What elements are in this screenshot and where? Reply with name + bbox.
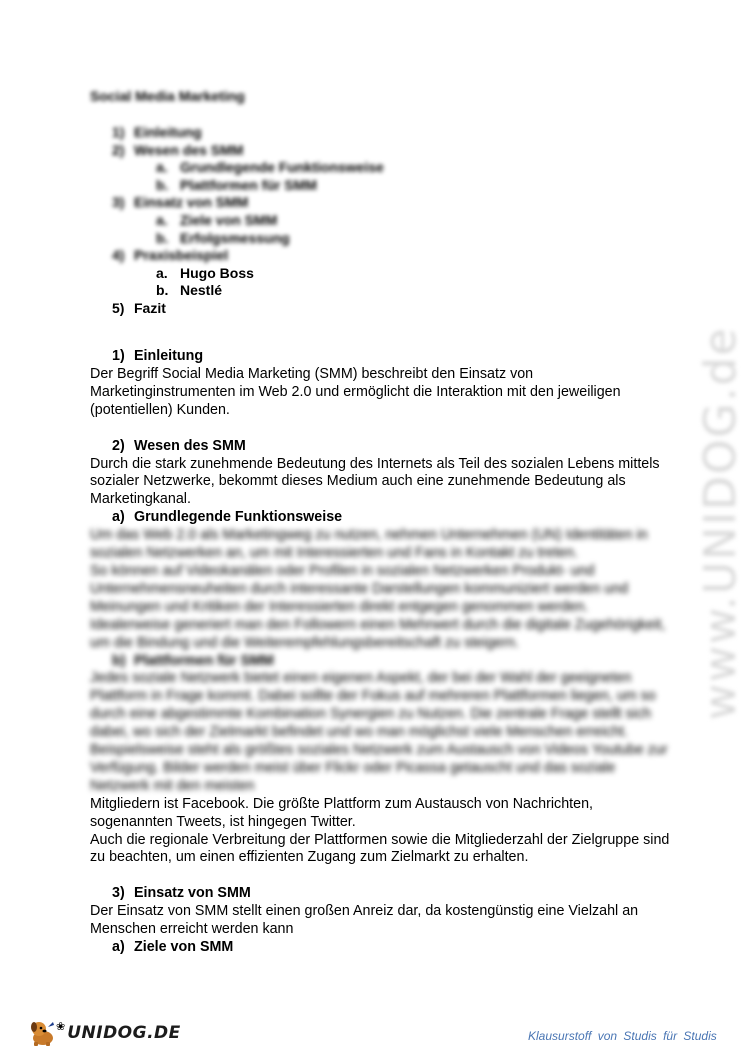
toc-item bbox=[112, 124, 384, 142]
toc-subitem-label: Nestlé bbox=[180, 282, 223, 299]
paragraph: Der Einsatz von SMM stellt einen großen Anreiz dar, da kostengünstig eine Vielzahl an Menschen erreicht werden kann bbox=[90, 903, 639, 938]
table-of-contents bbox=[112, 124, 384, 318]
paw-icon: ❀ bbox=[56, 1020, 66, 1033]
subsection-title: Ziele von SMM bbox=[134, 939, 234, 956]
section-title: Einsatz von SMM bbox=[134, 885, 251, 902]
toc-item-number: 5) bbox=[112, 299, 125, 316]
toc-subitem-number: a. bbox=[156, 264, 168, 281]
toc-subitem-number: b. bbox=[156, 282, 169, 299]
paragraph: Mitgliedern ist Facebook. Die größte Plattform zum Austausch von Nachrichten, sogenannten Tweets, ist hingegen Twitter. bbox=[90, 795, 593, 830]
subsection-title: Grundlegende Funktionsweise bbox=[134, 509, 343, 526]
toc-subitem-label: Plattformen für SMM bbox=[180, 176, 317, 193]
toc-item-number: 2) bbox=[112, 141, 125, 158]
paragraph-blurred: Jedes soziale Netzwerk bietet einen eigenen Aspekt, der bei der Wahl der geeigneten Plattform in Frage kommt. Dabei sollte der Fokus auf mehreren Plattformen liegen, um so durch eine abgestimmte Kombination Synergien zu Nutzen. Die zentrale Frage stellt sich dabei, wo sich der Zielmarkt befindet und wo man möglichst viele Menschen erreicht. Beispielsweise steht als größtes soziales Netzwerk zum Austausch von Videos Youtube zur Verfügung. Bilder werden meist über Flickr oder Picassa getauscht und das soziale Netzwerk mit den meisten bbox=[90, 670, 668, 794]
document-body bbox=[90, 348, 670, 957]
section-title: Einleitung bbox=[134, 348, 204, 364]
toc-subitem-label: Hugo Boss bbox=[180, 264, 254, 281]
subsection-title: Plattformen für SMM bbox=[134, 652, 274, 669]
toc-subitem bbox=[112, 212, 384, 230]
subsection-heading bbox=[90, 653, 670, 671]
subsection-number: b) bbox=[112, 652, 126, 669]
subsection-number: a) bbox=[112, 939, 125, 956]
paragraph-blurred: So können auf Videokanälen oder Profilen in sozialen Netzwerken Produkt- und Unternehmensneuheiten durch interessante Darstellungen kommuniziert werden und Meinungen und Kritiken der Interessierten direkt entgegen genommen werden. Idealerweise generiert man den Followern einen Mehrwert durch die digitale Zugehörigkeit, um die Bindung und die Weiterempfehlungsbereitschaft zu steigern. bbox=[90, 562, 666, 651]
section-number: 2) bbox=[112, 437, 125, 454]
toc-item-number: 3) bbox=[112, 194, 125, 211]
section-title: Wesen des SMM bbox=[134, 437, 246, 454]
section-heading bbox=[90, 885, 670, 903]
section-heading bbox=[90, 438, 670, 456]
footer-tagline: Klausurstoff von Studis für Studis bbox=[528, 1029, 717, 1043]
subsection-heading bbox=[90, 939, 670, 957]
paragraph: Durch die stark zunehmende Bedeutung des Internets als Teil des sozialen Lebens mittels sozialer Netzwerke, bekommt dieses Medium auch eine zunehmende Bedeutung als Marketingkanal. bbox=[90, 455, 660, 508]
toc-subitem-number: a. bbox=[156, 159, 168, 176]
toc-item-label: Wesen des SMM bbox=[134, 141, 244, 158]
toc-subitem-number: a. bbox=[156, 211, 168, 228]
toc-subitem-number: b. bbox=[156, 229, 169, 246]
watermark-text: www.UNIDOG.de bbox=[695, 326, 746, 720]
toc-item-number: 1) bbox=[112, 124, 125, 140]
paragraph-blurred: Um das Web 2.0 als Marketingweg zu nutzen, nehmen Unternehmen (UN) Identitäten in sozialen Netzwerken an, um mit Interessierten und Fans in Kontakt zu treten. bbox=[90, 527, 648, 562]
section-number: 1) bbox=[112, 348, 125, 364]
document-title: Social Media Marketing bbox=[90, 88, 245, 104]
paragraph: Auch die regionale Verbreitung der Plattformen sowie die Mitgliederzahl der Zielgruppe sind zu beachten, um einen effizienten Zugang zum Zielmarkt zu erhalten. bbox=[90, 831, 670, 866]
section-number: 3) bbox=[112, 885, 125, 902]
toc-item bbox=[112, 142, 384, 160]
toc-item bbox=[112, 194, 384, 212]
toc-subitem-label: Ziele von SMM bbox=[180, 211, 278, 228]
footer-logo[interactable] bbox=[28, 1018, 181, 1048]
paragraph: Der Begriff Social Media Marketing (SMM) beschreibt den Einsatz von Marketinginstrumenten im Web 2.0 und ermöglicht die Interaktion mit den jeweiligen (potentiellen) Kunden. bbox=[90, 365, 621, 418]
toc-item-number: 4) bbox=[112, 247, 125, 264]
toc-subitem bbox=[112, 282, 384, 300]
subsection-heading bbox=[90, 509, 670, 527]
toc-item-label: Einleitung bbox=[134, 124, 202, 140]
section-heading bbox=[90, 348, 670, 366]
toc-item-label: Praxisbeispiel bbox=[134, 247, 229, 264]
toc-item bbox=[112, 247, 384, 265]
dog-mascot-icon bbox=[28, 1018, 58, 1048]
toc-subitem-label: Grundlegende Funktionsweise bbox=[180, 159, 384, 176]
subsection-number: a) bbox=[112, 509, 125, 526]
toc-item bbox=[112, 300, 384, 318]
toc-subitem-number: b. bbox=[156, 176, 169, 193]
toc-subitem-label: Erfolgsmessung bbox=[180, 229, 290, 246]
toc-subitem bbox=[112, 177, 384, 195]
footer-brand: UNIDOG.DE bbox=[67, 1023, 181, 1043]
toc-item-label: Fazit bbox=[134, 299, 166, 316]
toc-subitem bbox=[112, 230, 384, 248]
toc-subitem bbox=[112, 265, 384, 283]
toc-item-label: Einsatz von SMM bbox=[134, 194, 249, 211]
toc-subitem bbox=[112, 159, 384, 177]
